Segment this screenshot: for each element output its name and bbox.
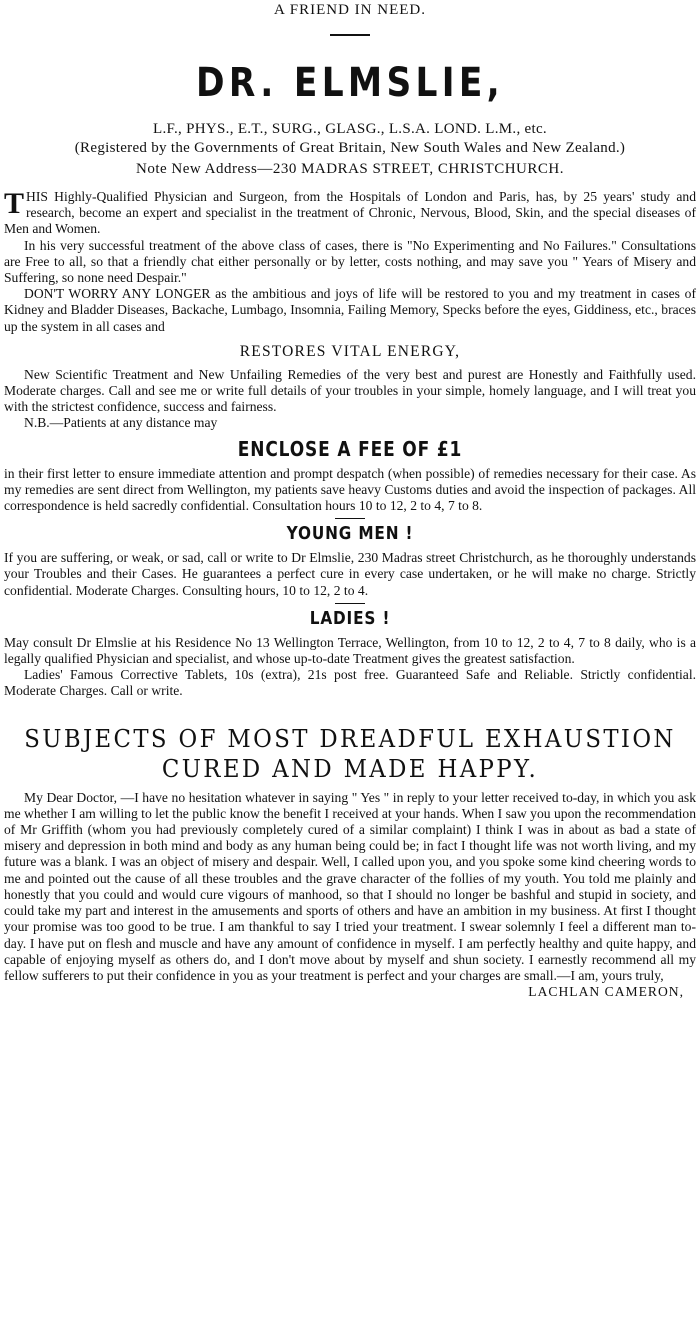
intro-text: HIS Highly-Qualified Physician and Surgeon, from the Hospitals of London and Paris, has, by 25 years' study and research, become an expert and specialist in the treatment of Chronic, Nervous, Blood, Skin, and the special diseases of Men and Women. (4, 189, 696, 237)
top-heading: A FRIEND IN NEED. (274, 2, 426, 18)
ladies-heading: LADIES ! (309, 607, 391, 629)
young-men-paragraph: If you are suffering, or weak, or sad, call or write to Dr Elmslie, 230 Madras street Christchurch, as he thoroughly understands your Troubles and their Cases. He guarantees a perfect cure in every case undertaken, or he will make no charge. Strictly confidential. Moderate Charges. Consulting hours, 10 to 12, 2 to 4. (4, 550, 696, 598)
intro-paragraph (4, 189, 696, 238)
fee-paragraph: in their first letter to ensure immediate attention and prompt despatch (when possible) of remedies necessary for their case. As my remedies are sent direct from Wellington, my patients save heavy Customs duties and avoid the inspection of packages. All correspondence is held sacredly confidential. Consultation hours 10 to 12, 2 to 4, 7 to 8. (4, 465, 696, 514)
ladies-paragraph: May consult Dr Elmslie at his Residence No 13 Wellington Terrace, Wellington, from 10 to 12, 2 to 4, 7 to 8 daily, who is a legally qualified Physician and specialist, and whose up-to-date Treatment gives the greatest satisfaction. (4, 634, 696, 667)
section-rule (335, 603, 365, 604)
address-line: Note New Address—230 MADRAS STREET, CHRISTCHURCH. (136, 161, 564, 177)
young-men-heading: YOUNG MEN ! (286, 523, 414, 545)
drop-cap: T (4, 187, 25, 220)
testimonial-heading (21, 724, 678, 784)
vital-energy-paragraph: New Scientific Treatment and New Unfailing Remedies of the very best and purest are Honestly and Faithfully used. Moderate charges. Call and see me or write full details of your troubles in your simple, homely language, and I will treat you with the strictest confidence, success and fairness. (4, 366, 696, 415)
doctor-name: DR. ELMSLIE, (195, 60, 505, 106)
tablets-paragraph: Ladies' Famous Corrective Tablets, 10s (extra), 21s post free. Guaranteed Safe and Reliable. Strictly confidential. Moderate Charges. Call or write. (4, 667, 696, 699)
testimonial-heading-line-2: CURED AND MADE HAPPY. (161, 754, 539, 783)
dont-worry-paragraph: DON'T WORRY ANY LONGER as the ambitious and joys of life will be restored to you and my treatment in cases of Kidney and Bladder Diseases, Backache, Lumbago, Insomnia, Failing Memory, Specks before the eyes, Giddiness, etc., braces up the system in all cases and (4, 286, 696, 334)
registration-note: (Registered by the Governments of Great Britain, New South Wales and New Zealand.) (74, 140, 626, 156)
enclose-fee-heading: ENCLOSE A FEE OF £1 (237, 436, 463, 461)
section-rule (335, 518, 365, 519)
heading-rule (330, 34, 370, 36)
testimonial-letter: My Dear Doctor, —I have no hesitation whatever in saying " Yes " in reply to your letter received to-day, in which you ask me whether I am willing to let the public know the benefit I received at your hands. When I saw you upon the recommendation of Mr Griffith (whom you had previously completely cured of a similar complaint) I think I was in about as bad a state of misery and depression in both mind and body as any human being could be; in fact I thought life was not worth living, and my future was a blank. I was an object of misery and despair. Well, I called upon you, and you spoke some kind cheering words to me and pointed out the cause of all these troubles and the grave character of the follies of my youth. You told me plainly and honestly that you could and would cure vigours of manhood, so that I should no longer be bashful and stupid in society, and could take my part and interest in the amusements and sports of others and have an ambition in my business. At first I thought your promise was too good to be true. I am thankful to say I tried your treatment. I swear solemnly I feel a different man to-day. I have put on flesh and muscle and have any amount of confidence in myself. I am perfectly healthy and quite happy, and capable of enjoying myself as others do, and I don't move about by myself and shun society. I earnestly recommend all my fellow sufferers to put their confidence in you as your treatment is perfect and your charges are small.—I am, yours truly, (4, 789, 696, 983)
testimonial-heading-line-1: SUBJECTS OF MOST DREADFUL EXHAUSTION (24, 724, 676, 753)
no-failures-paragraph: In his very successful treatment of the above class of cases, there is "No Experimenting and No Failures." Consultations are Free to all, so that a friendly chat either personally or by letter, costs nothing, and may save you " Years of Misery and Suffering, so none need Despair." (4, 237, 696, 286)
vital-energy-heading: RESTORES VITAL ENERGY, (239, 342, 461, 360)
testimonial-signature: LACHLAN CAMERON, (528, 984, 684, 1000)
credentials: L.F., PHYS., E.T., SURG., GLASG., L.S.A. LOND. L.M., etc. (153, 121, 547, 137)
nb-note: N.B.—Patients at any distance may (24, 415, 218, 431)
